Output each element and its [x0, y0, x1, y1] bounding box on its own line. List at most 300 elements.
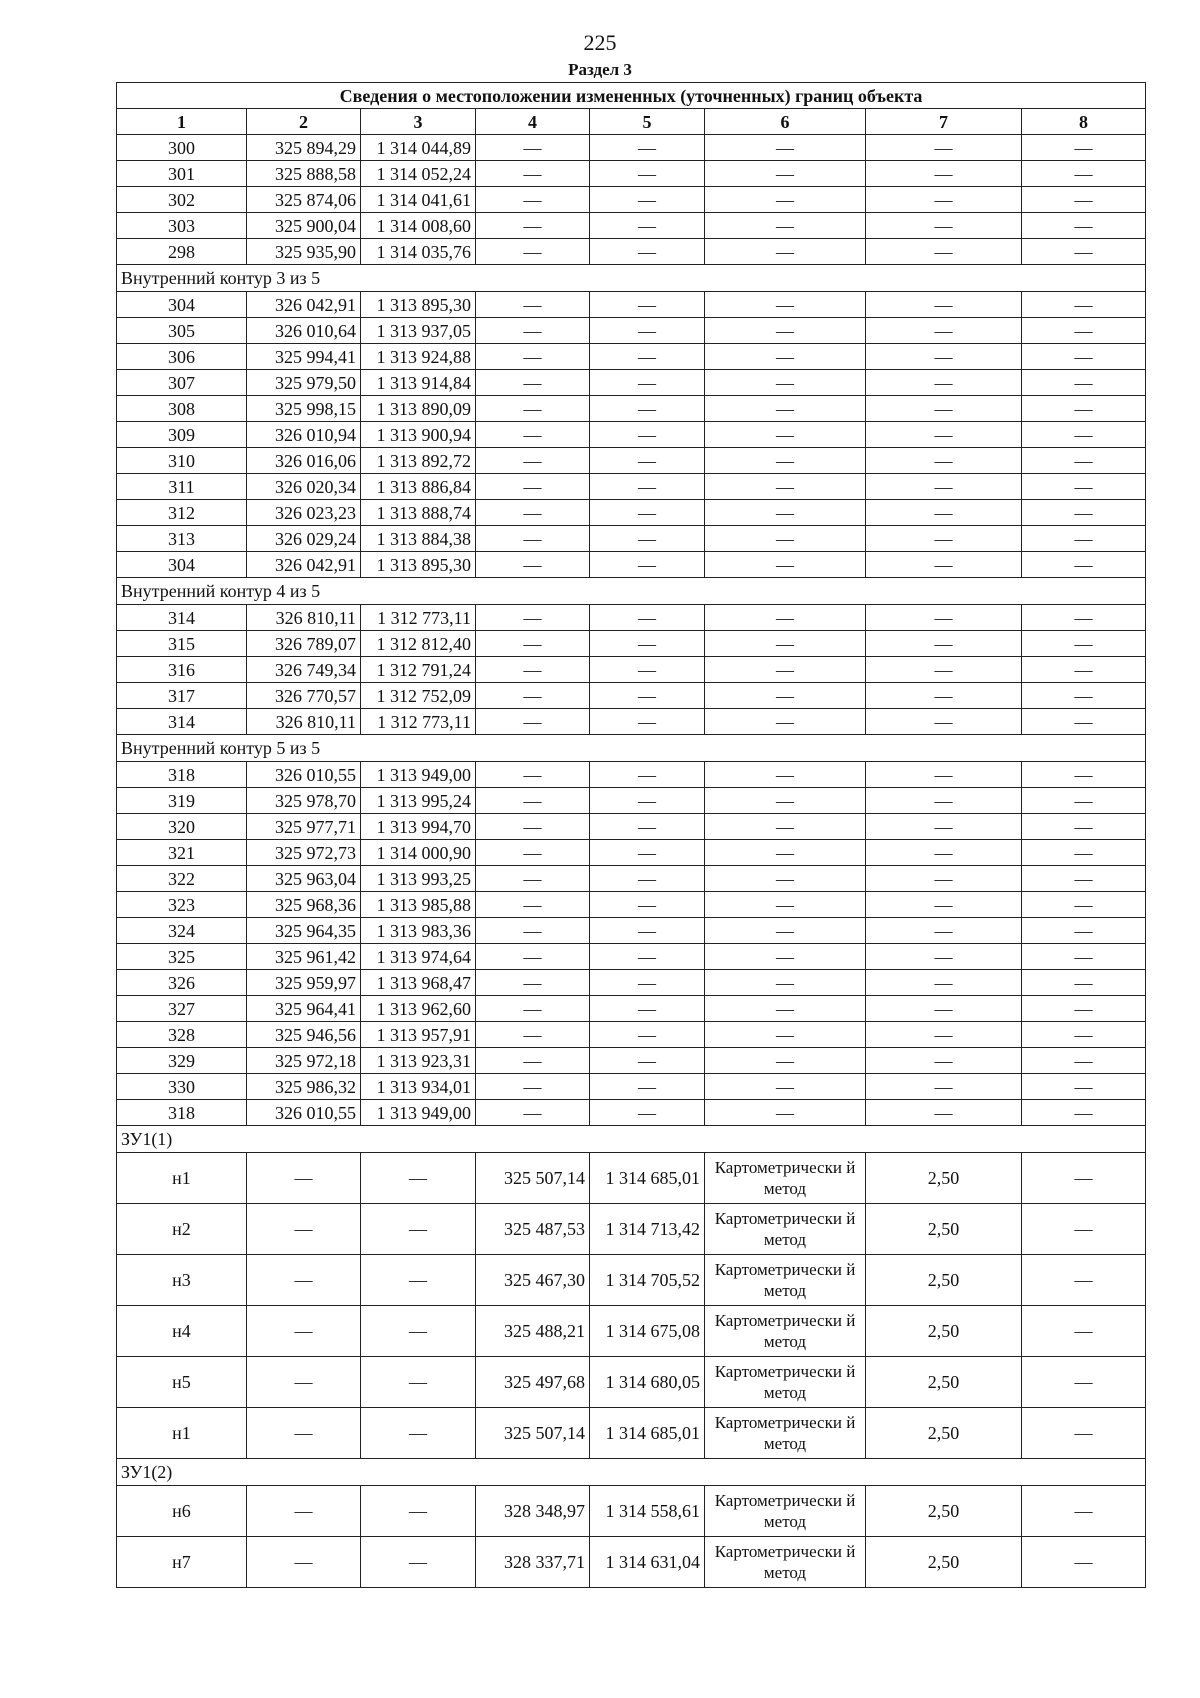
dash-cell: —	[705, 161, 866, 187]
table-row	[117, 996, 1146, 1022]
dash-cell: —	[590, 344, 705, 370]
coord-y-existing: 1 313 949,00	[361, 1100, 476, 1126]
dash-cell: —	[476, 996, 590, 1022]
dash-cell: —	[1022, 1100, 1146, 1126]
dash-cell: —	[247, 1204, 361, 1255]
dash-cell: —	[590, 657, 705, 683]
coord-y-existing: 1 313 968,47	[361, 970, 476, 996]
table-row	[117, 814, 1146, 840]
accuracy-cell: 2,50	[866, 1306, 1022, 1357]
dash-cell: —	[476, 239, 590, 265]
dash-cell: —	[1022, 552, 1146, 578]
coord-y-existing: 1 313 914,84	[361, 370, 476, 396]
dash-cell: —	[866, 1022, 1022, 1048]
point-number: 325	[117, 944, 247, 970]
column-number-row	[117, 109, 1146, 135]
dash-cell: —	[705, 187, 866, 213]
dash-cell: —	[590, 762, 705, 788]
coord-y-existing: 1 313 900,94	[361, 422, 476, 448]
dash-cell: —	[476, 840, 590, 866]
coord-x-existing: 325 959,97	[247, 970, 361, 996]
dash-cell: —	[476, 918, 590, 944]
coord-y-new: 1 314 558,61	[590, 1486, 705, 1537]
dash-cell: —	[1022, 1537, 1146, 1588]
dash-cell: —	[705, 762, 866, 788]
dash-cell: —	[476, 1022, 590, 1048]
table-row	[117, 370, 1146, 396]
point-number: н1	[117, 1408, 247, 1459]
dash-cell: —	[866, 996, 1022, 1022]
dash-cell: —	[476, 370, 590, 396]
point-number: 313	[117, 526, 247, 552]
coord-y-existing: 1 313 890,09	[361, 396, 476, 422]
dash-cell: —	[705, 840, 866, 866]
dash-cell: —	[705, 135, 866, 161]
dash-cell: —	[705, 814, 866, 840]
dash-cell: —	[1022, 474, 1146, 500]
dash-cell: —	[247, 1255, 361, 1306]
table-row	[117, 1048, 1146, 1074]
dash-cell: —	[705, 500, 866, 526]
dash-cell: —	[1022, 1357, 1146, 1408]
dash-cell: —	[866, 970, 1022, 996]
coord-x-existing: 326 810,11	[247, 605, 361, 631]
coord-y-existing: 1 313 995,24	[361, 788, 476, 814]
dash-cell: —	[476, 474, 590, 500]
method-cell: Картометрически й метод	[705, 1204, 866, 1255]
coord-y-existing: 1 313 994,70	[361, 814, 476, 840]
table-row	[117, 840, 1146, 866]
dash-cell: —	[247, 1408, 361, 1459]
dash-cell: —	[476, 1048, 590, 1074]
dash-cell: —	[1022, 526, 1146, 552]
dash-cell: —	[705, 318, 866, 344]
dash-cell: —	[590, 709, 705, 735]
dash-cell: —	[1022, 1204, 1146, 1255]
table-row	[117, 788, 1146, 814]
dash-cell: —	[590, 161, 705, 187]
coord-x-existing: 325 900,04	[247, 213, 361, 239]
dash-cell: —	[476, 135, 590, 161]
dash-cell: —	[866, 814, 1022, 840]
dash-cell: —	[476, 552, 590, 578]
contour-label: ЗУ1(2)	[117, 1459, 1146, 1486]
dash-cell: —	[590, 396, 705, 422]
table-row	[117, 500, 1146, 526]
coord-x-existing: 325 998,15	[247, 396, 361, 422]
dash-cell: —	[1022, 422, 1146, 448]
table-row	[117, 605, 1146, 631]
coord-x-new: 328 348,97	[476, 1486, 590, 1537]
dash-cell: —	[866, 292, 1022, 318]
coord-x-existing: 325 888,58	[247, 161, 361, 187]
coord-y-existing: 1 313 957,91	[361, 1022, 476, 1048]
coord-y-existing: 1 313 934,01	[361, 1074, 476, 1100]
dash-cell: —	[1022, 500, 1146, 526]
dash-cell: —	[361, 1306, 476, 1357]
table-row	[117, 135, 1146, 161]
dash-cell: —	[590, 605, 705, 631]
point-number: 307	[117, 370, 247, 396]
dash-cell: —	[590, 631, 705, 657]
dash-cell: —	[476, 422, 590, 448]
coord-x-new: 325 507,14	[476, 1408, 590, 1459]
dash-cell: —	[866, 161, 1022, 187]
point-number: 309	[117, 422, 247, 448]
accuracy-cell: 2,50	[866, 1537, 1022, 1588]
point-number: 304	[117, 552, 247, 578]
table-row	[117, 944, 1146, 970]
dash-cell: —	[1022, 292, 1146, 318]
point-number: 298	[117, 239, 247, 265]
dash-cell: —	[866, 448, 1022, 474]
dash-cell: —	[1022, 370, 1146, 396]
coord-y-existing: 1 312 752,09	[361, 683, 476, 709]
coord-x-existing: 326 029,24	[247, 526, 361, 552]
dash-cell: —	[476, 762, 590, 788]
dash-cell: —	[705, 370, 866, 396]
dash-cell: —	[866, 762, 1022, 788]
dash-cell: —	[1022, 814, 1146, 840]
coord-x-existing: 325 894,29	[247, 135, 361, 161]
point-number: 324	[117, 918, 247, 944]
point-number: 300	[117, 135, 247, 161]
column-number: 7	[866, 109, 1022, 135]
dash-cell: —	[476, 318, 590, 344]
dash-cell: —	[866, 840, 1022, 866]
dash-cell: —	[590, 292, 705, 318]
point-number: 308	[117, 396, 247, 422]
dash-cell: —	[590, 135, 705, 161]
point-number: 328	[117, 1022, 247, 1048]
dash-cell: —	[705, 996, 866, 1022]
contour-header-row	[117, 1126, 1146, 1153]
accuracy-cell: 2,50	[866, 1204, 1022, 1255]
table-caption-row	[117, 83, 1146, 109]
dash-cell: —	[1022, 1408, 1146, 1459]
dash-cell: —	[1022, 1486, 1146, 1537]
dash-cell: —	[476, 213, 590, 239]
dash-cell: —	[590, 552, 705, 578]
dash-cell: —	[866, 552, 1022, 578]
dash-cell: —	[705, 239, 866, 265]
coord-y-existing: 1 314 035,76	[361, 239, 476, 265]
method-cell: Картометрически й метод	[705, 1537, 866, 1588]
dash-cell: —	[1022, 1255, 1146, 1306]
dash-cell: —	[476, 683, 590, 709]
dash-cell: —	[1022, 944, 1146, 970]
dash-cell: —	[590, 788, 705, 814]
point-number: 315	[117, 631, 247, 657]
table-row	[117, 892, 1146, 918]
dash-cell: —	[1022, 762, 1146, 788]
coord-y-existing: 1 313 962,60	[361, 996, 476, 1022]
dash-cell: —	[705, 474, 866, 500]
point-number: н6	[117, 1486, 247, 1537]
dash-cell: —	[866, 631, 1022, 657]
dash-cell: —	[866, 396, 1022, 422]
dash-cell: —	[590, 970, 705, 996]
dash-cell: —	[590, 318, 705, 344]
coord-y-existing: 1 313 985,88	[361, 892, 476, 918]
table-row	[117, 526, 1146, 552]
table-row	[117, 1357, 1146, 1408]
contour-header-row	[117, 578, 1146, 605]
coord-x-existing: 325 972,18	[247, 1048, 361, 1074]
dash-cell: —	[476, 526, 590, 552]
coord-x-existing: 326 010,55	[247, 1100, 361, 1126]
point-number: 322	[117, 866, 247, 892]
column-number: 6	[705, 109, 866, 135]
dash-cell: —	[866, 944, 1022, 970]
dash-cell: —	[1022, 918, 1146, 944]
coord-y-existing: 1 314 008,60	[361, 213, 476, 239]
coord-x-existing: 325 961,42	[247, 944, 361, 970]
dash-cell: —	[247, 1537, 361, 1588]
coord-x-new: 325 487,53	[476, 1204, 590, 1255]
dash-cell: —	[590, 500, 705, 526]
dash-cell: —	[1022, 1048, 1146, 1074]
dash-cell: —	[705, 605, 866, 631]
dash-cell: —	[705, 292, 866, 318]
method-cell: Картометрически й метод	[705, 1486, 866, 1537]
dash-cell: —	[705, 683, 866, 709]
coord-x-new: 325 467,30	[476, 1255, 590, 1306]
dash-cell: —	[1022, 135, 1146, 161]
dash-cell: —	[866, 605, 1022, 631]
dash-cell: —	[705, 396, 866, 422]
point-number: 318	[117, 762, 247, 788]
dash-cell: —	[866, 866, 1022, 892]
dash-cell: —	[866, 657, 1022, 683]
dash-cell: —	[476, 788, 590, 814]
column-number: 8	[1022, 109, 1146, 135]
coord-y-new: 1 314 631,04	[590, 1537, 705, 1588]
table-row	[117, 866, 1146, 892]
dash-cell: —	[476, 500, 590, 526]
coord-y-new: 1 314 705,52	[590, 1255, 705, 1306]
dash-cell: —	[476, 161, 590, 187]
coord-y-existing: 1 313 923,31	[361, 1048, 476, 1074]
coord-x-new: 328 337,71	[476, 1537, 590, 1588]
coord-x-existing: 326 789,07	[247, 631, 361, 657]
dash-cell: —	[866, 344, 1022, 370]
coord-x-existing: 326 042,91	[247, 552, 361, 578]
dash-cell: —	[590, 996, 705, 1022]
dash-cell: —	[705, 944, 866, 970]
dash-cell: —	[476, 396, 590, 422]
table-row	[117, 1537, 1146, 1588]
dash-cell: —	[1022, 840, 1146, 866]
dash-cell: —	[361, 1204, 476, 1255]
page-number: 225	[583, 30, 617, 55]
coord-y-existing: 1 314 000,90	[361, 840, 476, 866]
coord-x-existing: 325 964,35	[247, 918, 361, 944]
dash-cell: —	[1022, 1153, 1146, 1204]
coord-y-existing: 1 312 791,24	[361, 657, 476, 683]
point-number: 314	[117, 709, 247, 735]
dash-cell: —	[866, 1074, 1022, 1100]
contour-header-row	[117, 265, 1146, 292]
dash-cell: —	[247, 1153, 361, 1204]
coord-y-existing: 1 313 888,74	[361, 500, 476, 526]
dash-cell: —	[1022, 396, 1146, 422]
dash-cell: —	[866, 135, 1022, 161]
table-row	[117, 918, 1146, 944]
coord-y-new: 1 314 685,01	[590, 1408, 705, 1459]
method-cell: Картометрически й метод	[705, 1408, 866, 1459]
dash-cell: —	[1022, 866, 1146, 892]
dash-cell: —	[705, 631, 866, 657]
table-row	[117, 396, 1146, 422]
table-row	[117, 239, 1146, 265]
dash-cell: —	[247, 1486, 361, 1537]
dash-cell: —	[705, 970, 866, 996]
column-number: 4	[476, 109, 590, 135]
coord-x-existing: 325 977,71	[247, 814, 361, 840]
point-number: 317	[117, 683, 247, 709]
dash-cell: —	[476, 344, 590, 370]
dash-cell: —	[476, 709, 590, 735]
dash-cell: —	[1022, 1306, 1146, 1357]
method-cell: Картометрически й метод	[705, 1255, 866, 1306]
table-row	[117, 422, 1146, 448]
coord-x-existing: 325 972,73	[247, 840, 361, 866]
dash-cell: —	[866, 788, 1022, 814]
coord-x-existing: 325 963,04	[247, 866, 361, 892]
accuracy-cell: 2,50	[866, 1255, 1022, 1306]
coord-y-existing: 1 313 937,05	[361, 318, 476, 344]
column-number: 1	[117, 109, 247, 135]
coord-x-existing: 326 023,23	[247, 500, 361, 526]
dash-cell: —	[590, 370, 705, 396]
dash-cell: —	[247, 1357, 361, 1408]
contour-header-row	[117, 1459, 1146, 1486]
contour-label: Внутренний контур 4 из 5	[117, 578, 1146, 605]
dash-cell: —	[476, 1100, 590, 1126]
dash-cell: —	[1022, 788, 1146, 814]
coord-y-existing: 1 314 044,89	[361, 135, 476, 161]
coord-y-new: 1 314 680,05	[590, 1357, 705, 1408]
dash-cell: —	[705, 1100, 866, 1126]
coord-x-existing: 325 964,41	[247, 996, 361, 1022]
contour-header-row	[117, 735, 1146, 762]
point-number: 310	[117, 448, 247, 474]
dash-cell: —	[1022, 709, 1146, 735]
dash-cell: —	[476, 814, 590, 840]
table-row	[117, 1486, 1146, 1537]
dash-cell: —	[866, 318, 1022, 344]
table-row	[117, 1204, 1146, 1255]
dash-cell: —	[866, 683, 1022, 709]
point-number: 305	[117, 318, 247, 344]
dash-cell: —	[1022, 657, 1146, 683]
point-number: 302	[117, 187, 247, 213]
point-number: 321	[117, 840, 247, 866]
coord-y-existing: 1 314 052,24	[361, 161, 476, 187]
table-row	[117, 657, 1146, 683]
point-number: н2	[117, 1204, 247, 1255]
point-number: н3	[117, 1255, 247, 1306]
table-row	[117, 1100, 1146, 1126]
dash-cell: —	[590, 1100, 705, 1126]
dash-cell: —	[590, 448, 705, 474]
dash-cell: —	[1022, 1074, 1146, 1100]
dash-cell: —	[1022, 161, 1146, 187]
dash-cell: —	[866, 422, 1022, 448]
column-number: 3	[361, 109, 476, 135]
dash-cell: —	[705, 213, 866, 239]
coord-y-existing: 1 312 812,40	[361, 631, 476, 657]
dash-cell: —	[476, 944, 590, 970]
dash-cell: —	[705, 918, 866, 944]
table-row	[117, 1022, 1146, 1048]
table-row	[117, 292, 1146, 318]
dash-cell: —	[866, 187, 1022, 213]
coord-x-existing: 326 749,34	[247, 657, 361, 683]
dash-cell: —	[476, 605, 590, 631]
dash-cell: —	[866, 500, 1022, 526]
dash-cell: —	[361, 1537, 476, 1588]
point-number: 316	[117, 657, 247, 683]
dash-cell: —	[476, 970, 590, 996]
dash-cell: —	[590, 918, 705, 944]
dash-cell: —	[705, 552, 866, 578]
table-row	[117, 187, 1146, 213]
method-cell: Картометрически й метод	[705, 1153, 866, 1204]
table-row	[117, 1408, 1146, 1459]
table-row	[117, 762, 1146, 788]
dash-cell: —	[476, 892, 590, 918]
table-row	[117, 344, 1146, 370]
method-cell: Картометрически й метод	[705, 1357, 866, 1408]
dash-cell: —	[361, 1153, 476, 1204]
dash-cell: —	[866, 1100, 1022, 1126]
dash-cell: —	[866, 474, 1022, 500]
dash-cell: —	[590, 944, 705, 970]
dash-cell: —	[866, 370, 1022, 396]
coord-x-existing: 326 016,06	[247, 448, 361, 474]
coord-y-existing: 1 313 993,25	[361, 866, 476, 892]
table-row	[117, 448, 1146, 474]
table-row	[117, 1255, 1146, 1306]
dash-cell: —	[590, 814, 705, 840]
point-number: 304	[117, 292, 247, 318]
point-number: 311	[117, 474, 247, 500]
point-number: н7	[117, 1537, 247, 1588]
coord-x-existing: 326 010,55	[247, 762, 361, 788]
table-row	[117, 474, 1146, 500]
dash-cell: —	[590, 187, 705, 213]
dash-cell: —	[705, 344, 866, 370]
dash-cell: —	[361, 1408, 476, 1459]
point-number: 327	[117, 996, 247, 1022]
dash-cell: —	[590, 422, 705, 448]
coord-y-existing: 1 313 983,36	[361, 918, 476, 944]
coord-y-existing: 1 313 949,00	[361, 762, 476, 788]
coord-x-existing: 326 020,34	[247, 474, 361, 500]
coord-x-new: 325 507,14	[476, 1153, 590, 1204]
coord-x-existing: 325 935,90	[247, 239, 361, 265]
dash-cell: —	[476, 448, 590, 474]
contour-label: ЗУ1(1)	[117, 1126, 1146, 1153]
table-row	[117, 631, 1146, 657]
coord-x-new: 325 497,68	[476, 1357, 590, 1408]
accuracy-cell: 2,50	[866, 1357, 1022, 1408]
dash-cell: —	[590, 683, 705, 709]
coord-x-existing: 326 770,57	[247, 683, 361, 709]
table-row	[117, 213, 1146, 239]
